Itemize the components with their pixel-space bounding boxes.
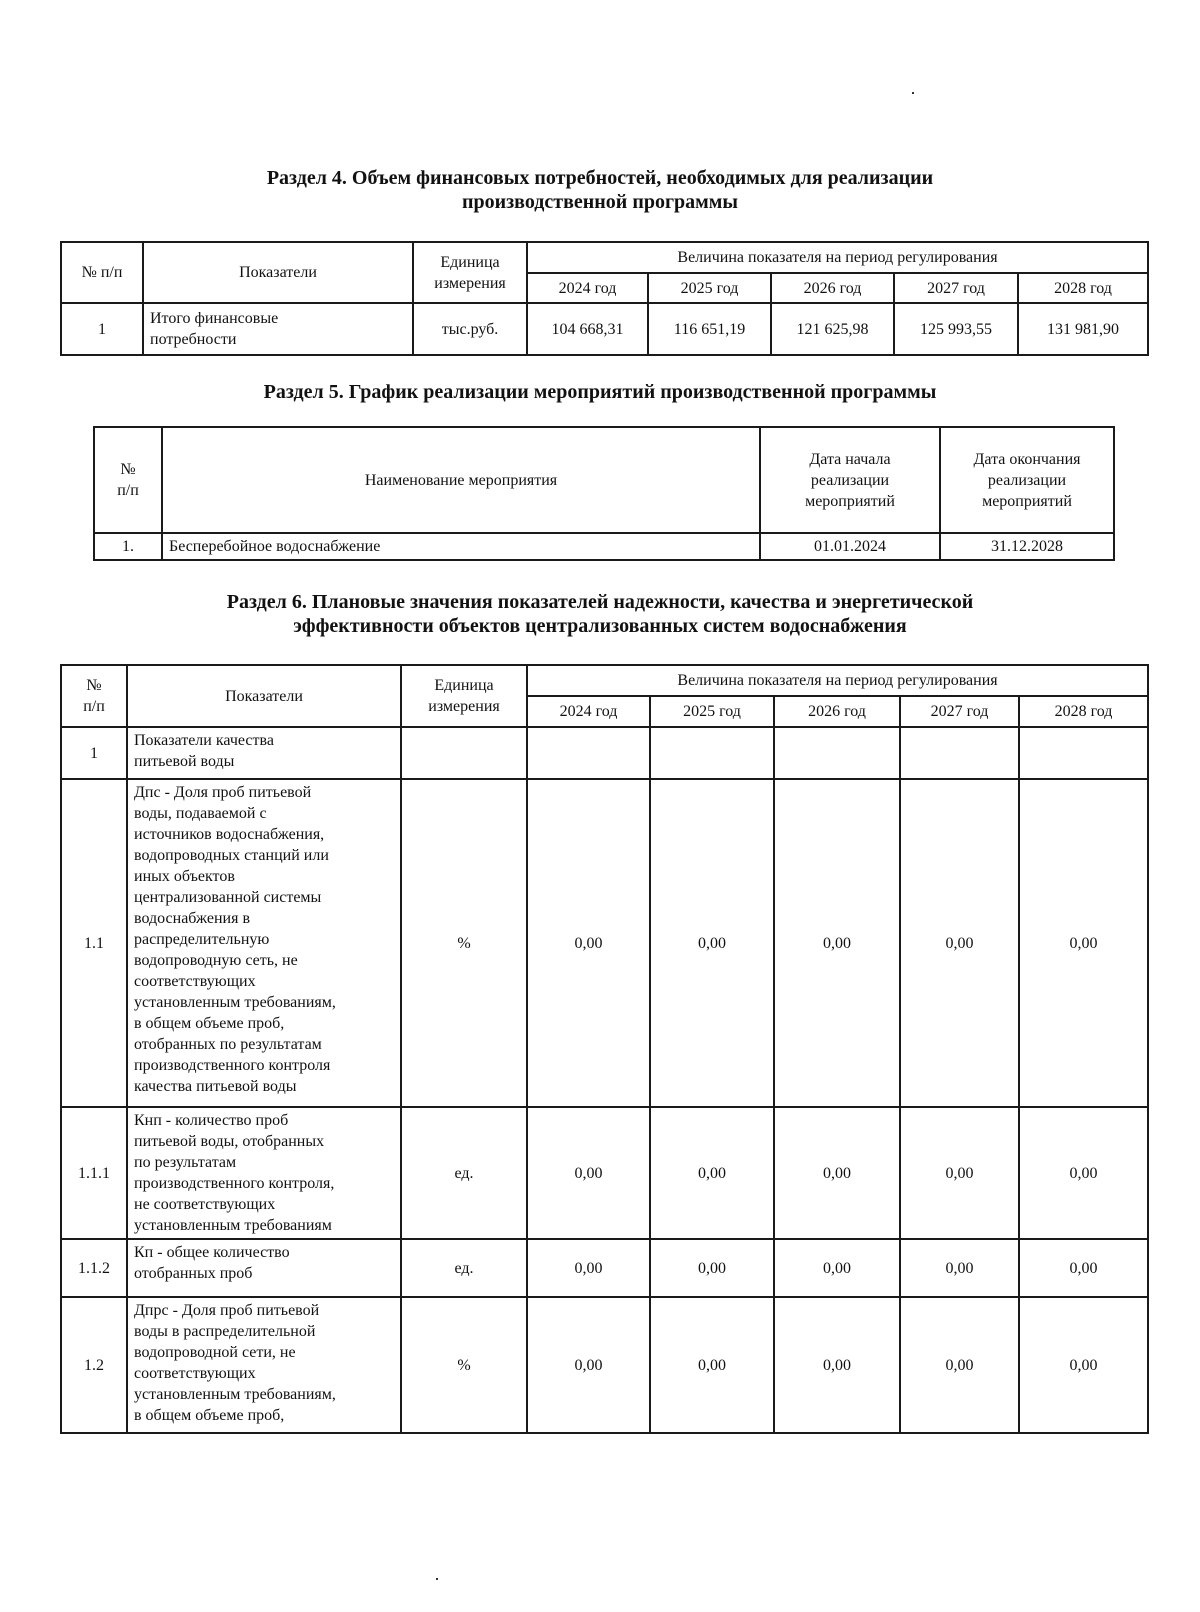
section6-row-value: 0,00 [900,779,1019,1107]
section6-row-indicator-line: соответствующих [134,973,256,990]
section6-row-value: 0,00 [527,1107,650,1239]
section4-row-value: 131 981,90 [1018,303,1148,355]
section5-header-end-line1: Дата окончания [973,450,1081,468]
section4-row-value: 116 651,19 [648,303,771,355]
section4-title-line2: производственной программы [461,191,739,213]
section4-title [0,166,1200,214]
section5-header-start-line2: реализации [810,471,890,489]
section6-row-value [774,727,900,779]
table-row [61,779,1148,1107]
section6-title [0,590,1200,638]
section6-row-value: 0,00 [527,779,650,1107]
section6-header-year: 2024 год [527,696,650,727]
section6-row-indicator-line: водоснабжения в [134,910,251,927]
section6-row-indicator-line: водопроводную сеть, не [134,952,298,969]
section6-row-value: 0,00 [1019,1297,1148,1433]
section6-row-indicator-line: Кп - общее количество [134,1244,290,1261]
section6-row-indicator-line: соответствующих [134,1365,256,1382]
section6-row-indicator-line: качества питьевой воды [134,1078,297,1095]
table-row [61,727,1148,779]
section6-header-unit [401,665,527,727]
section4-header-unit-line2: измерения [434,274,506,292]
section4-header-year: 2027 год [894,273,1018,303]
section6-row-indicator [127,1297,401,1433]
section6-row-value [900,727,1019,779]
section6-row-indicator [127,727,401,779]
section6-row-value: 0,00 [650,779,774,1107]
section4-row-value: 121 625,98 [771,303,894,355]
section5-row-end: 31.12.2028 [940,533,1114,560]
section4-row-value: 104 668,31 [527,303,648,355]
section5-title: Раздел 5. График реализации мероприятий производственной программы [263,381,937,403]
section6-header-period: Величина показателя на период регулирования [527,665,1148,696]
section6-row-num: 1.1.1 [61,1107,127,1239]
section6-header-year: 2026 год [774,696,900,727]
section6-row-unit: ед. [401,1239,527,1297]
section6-row-indicator [127,1239,401,1297]
section5-header-end [940,427,1114,533]
section6-row-indicator-line: питьевой воды [134,753,235,770]
section6-row-value: 0,00 [527,1239,650,1297]
section6-row-indicator-line: централизованной системы [134,889,322,906]
section6-header-year: 2027 год [900,696,1019,727]
section6-header-unit-line1: Единица [434,677,494,694]
section6-row-indicator-line: питьевой воды, отобранных [134,1133,325,1150]
section6-row-indicator-line: в общем объеме проб, [134,1015,285,1032]
section4-header-year: 2025 год [648,273,771,303]
section4-table [60,241,1149,356]
section6-row-value: 0,00 [650,1239,774,1297]
section4-row-indicator-line2: потребности [150,331,237,348]
section5-header-start-line1: Дата начала [809,450,891,468]
section6-row-indicator-line: отобранных проб [134,1265,253,1282]
section6-row-unit: ед. [401,1107,527,1239]
section6-row-value: 0,00 [650,1297,774,1433]
section6-row-unit: % [401,1297,527,1433]
section4-header-unit-line1: Единица [440,253,500,271]
section5-header-num-line1: № [120,461,136,478]
table-row [61,1239,1148,1297]
section6-header-year: 2028 год [1019,696,1148,727]
table-row [61,1107,1148,1239]
section5-header-num [94,427,162,533]
section6-row-num: 1.1.2 [61,1239,127,1297]
section6-row-value: 0,00 [774,1239,900,1297]
section6-row-value [527,727,650,779]
section4-header-year: 2028 год [1018,273,1148,303]
section6-table [60,664,1149,1434]
scan-speck [912,92,914,94]
section6-header-num [61,665,127,727]
section4-row-indicator [143,303,413,355]
section6-row-num: 1.1 [61,779,127,1107]
section6-row-indicator-line: Кнп - количество проб [134,1112,289,1129]
section5-header-end-line3: мероприятий [982,492,1072,510]
table-row [61,303,1148,355]
section6-header-num-line2: п/п [83,698,105,715]
section6-title-line2: эффективности объектов централизованных систем водоснабжения [293,615,907,637]
table-row [61,1297,1148,1433]
section6-row-value: 0,00 [774,1107,900,1239]
section6-row-indicator-line: установленным требованиям, [134,994,336,1011]
section6-row-indicator-line: по результатам [134,1154,237,1171]
section6-row-num: 1 [61,727,127,779]
section6-row-value: 0,00 [1019,1239,1148,1297]
section4-header-num: № п/п [61,242,143,303]
scan-speck [436,1578,438,1580]
section6-row-value: 0,00 [900,1239,1019,1297]
section6-row-value: 0,00 [900,1297,1019,1433]
section6-row-indicator-line: воды в распределительной [134,1323,316,1340]
section6-row-value: 0,00 [774,1297,900,1433]
section6-header-year: 2025 год [650,696,774,727]
section6-header-unit-line2: измерения [428,698,500,715]
section6-row-indicator [127,1107,401,1239]
section5-header-name: Наименование мероприятия [162,427,760,533]
section6-row-indicator-line: Дпс - Доля проб питьевой [134,784,312,801]
table-row [94,533,1114,560]
section6-row-indicator-line: производственного контроля [134,1057,331,1074]
section6-row-unit: % [401,779,527,1107]
section4-row-indicator-line1: Итого финансовые [150,310,279,327]
section5-row-name: Бесперебойное водоснабжение [162,533,760,560]
section6-row-indicator [127,779,401,1107]
section5-header-start-line3: мероприятий [805,492,895,510]
section6-row-value: 0,00 [1019,779,1148,1107]
section6-row-indicator-line: Показатели качества [134,732,274,749]
section6-row-indicator-line: водопроводной сети, не [134,1344,296,1361]
section4-header-year: 2024 год [527,273,648,303]
section6-title-line1: Раздел 6. Плановые значения показателей надежности, качества и энергетической [226,591,974,613]
section4-title-line1: Раздел 4. Объем финансовых потребностей, необходимых для реализации [266,167,934,189]
section6-body [61,727,1148,1433]
section6-row-indicator-line: в общем объеме проб, [134,1407,285,1424]
section6-header-indicator: Показатели [127,665,401,727]
section6-row-value: 0,00 [650,1107,774,1239]
section4-row-num: 1 [61,303,143,355]
section6-row-indicator-line: установленным требованиям [134,1217,332,1234]
section5-row-start: 01.01.2024 [760,533,940,560]
section6-row-value: 0,00 [1019,1107,1148,1239]
section6-row-indicator-line: не соответствующих [134,1196,276,1213]
section6-row-value: 0,00 [527,1297,650,1433]
section4-header-year: 2026 год [771,273,894,303]
section4-header-period: Величина показателя на период регулирования [527,242,1148,273]
section5-header-num-line2: п/п [117,482,139,499]
section6-header-num-line1: № [86,677,102,694]
section6-row-indicator-line: распределительную [134,931,270,948]
section5-header-end-line2: реализации [987,471,1067,489]
section4-header-indicator: Показатели [143,242,413,303]
section6-row-indicator-line: Дпрс - Доля проб питьевой [134,1302,320,1319]
section6-row-indicator-line: производственного контроля, [134,1175,335,1192]
section5-header-start [760,427,940,533]
section6-row-num: 1.2 [61,1297,127,1433]
section6-row-value [650,727,774,779]
section6-row-indicator-line: установленным требованиям, [134,1386,336,1403]
section5-row-num: 1. [94,533,162,560]
section6-row-unit [401,727,527,779]
section4-row-unit: тыс.руб. [413,303,527,355]
section4-header-unit [413,242,527,303]
section6-row-indicator-line: воды, подаваемой с [134,805,267,822]
section6-row-indicator-line: источников водоснабжения, [134,826,325,843]
section5-table [93,426,1115,561]
section6-row-value: 0,00 [900,1107,1019,1239]
section4-row-value: 125 993,55 [894,303,1018,355]
section6-row-value [1019,727,1148,779]
section6-row-indicator-line: водопроводных станций или [134,847,329,864]
section6-row-indicator-line: отобранных по результатам [134,1036,322,1053]
section6-row-indicator-line: иных объектов [134,868,235,885]
section6-row-value: 0,00 [774,779,900,1107]
